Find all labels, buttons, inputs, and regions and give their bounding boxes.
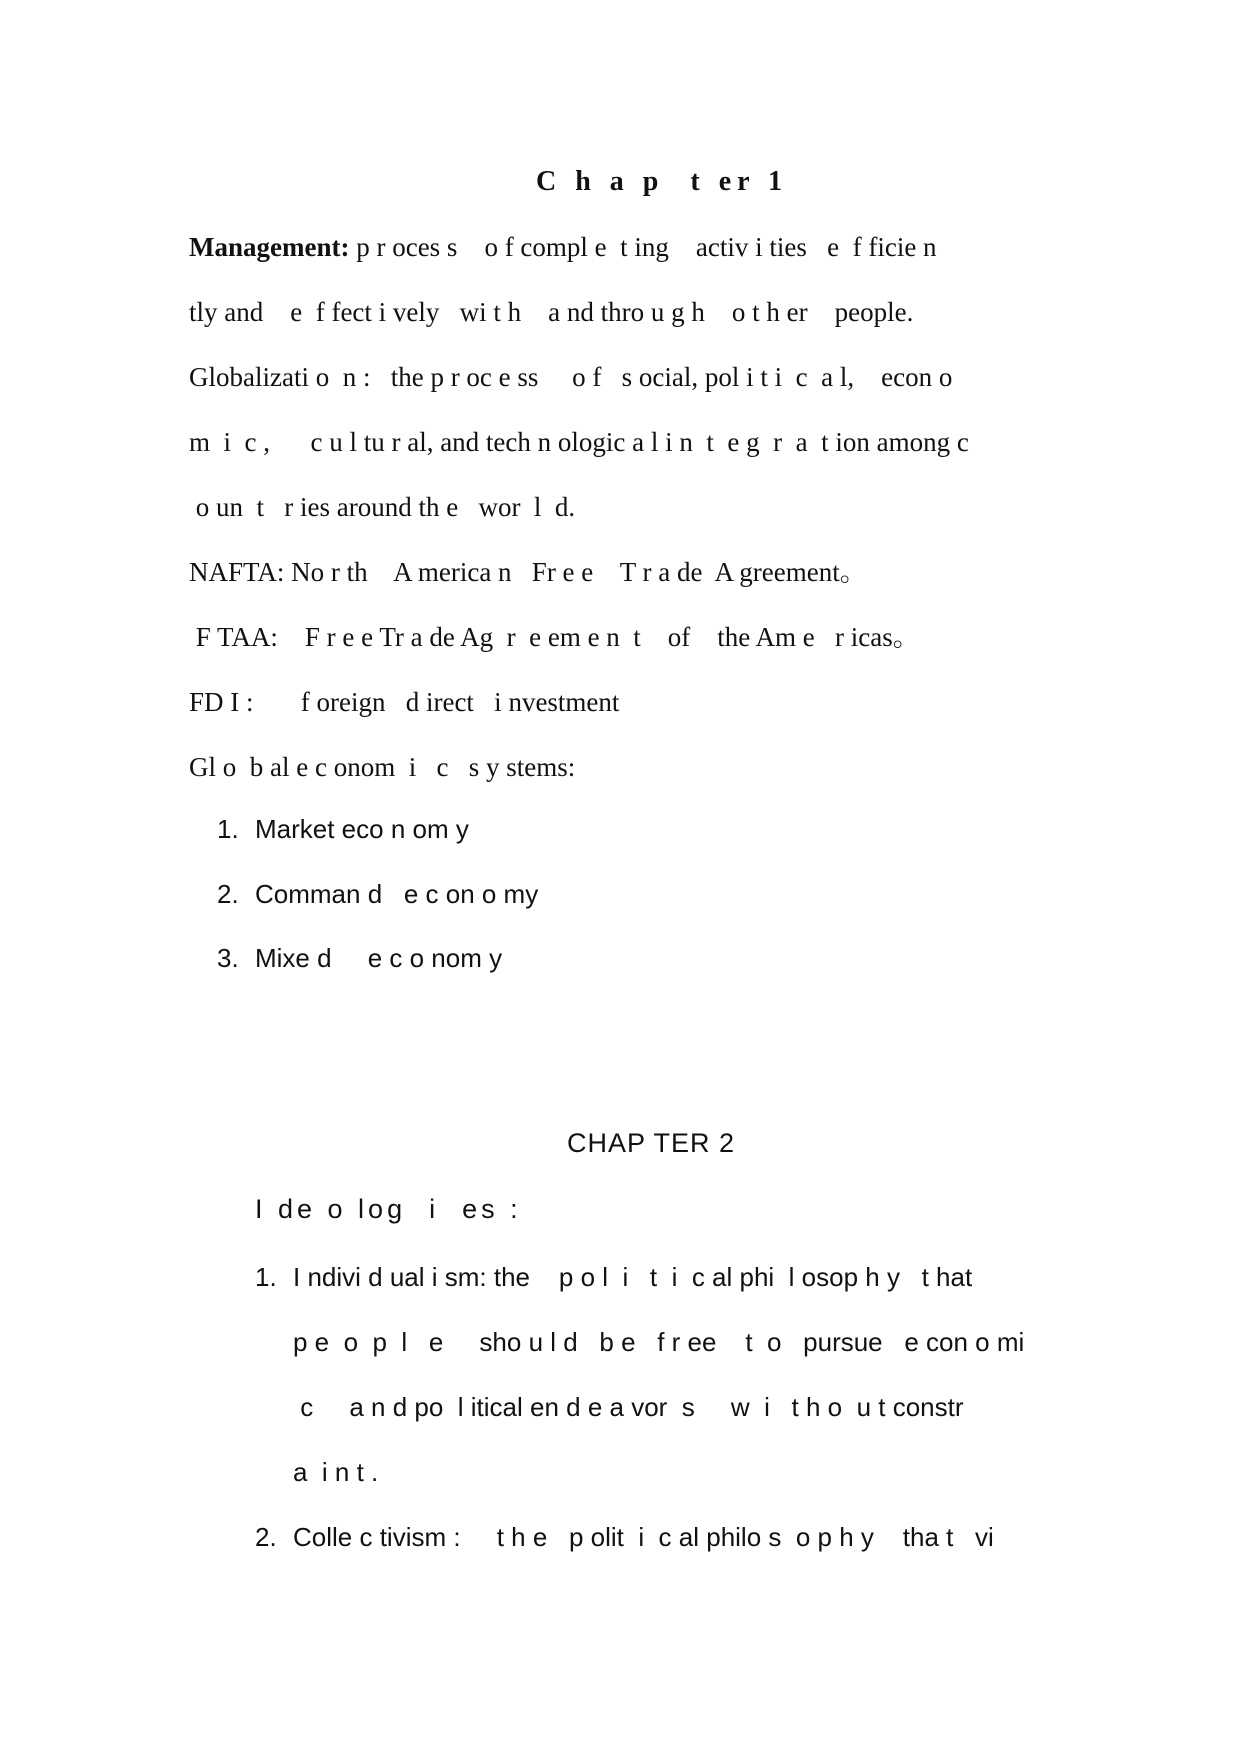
paragraph-line-nafta: NAFTA: No r th A merica n Fr e e T r a de A greement。 [189,557,867,587]
list-item [217,945,502,971]
chapter-2-title: CHAP TER 2 [567,1128,736,1158]
list-number: 1. [217,814,239,844]
list-item [217,816,469,842]
paragraph-line-fdi: FD I : f oreign d irect i nvestment [189,687,620,717]
list-item [255,1264,972,1290]
list-continuation-line: p e o p l e sho u l d b e f r ee t o pursue e con o mi [293,1327,1025,1357]
paragraph-line-management [189,234,937,261]
list-continuation-line: a i n t . [293,1457,379,1487]
term-label: Management: [189,232,350,262]
list-text: Comman d e c on o my [255,879,539,909]
paragraph-line: tly and e f fect i vely wi t h a nd thro u g h o t h er people. [189,297,914,327]
list-continuation-line: c a n d po l itical en d e a vor s w i t h o u t constr [293,1392,964,1422]
paragraph-line: m i c , c u l tu r al, and tech n ologic a l i n t e g r a t ion among c [189,427,969,457]
list-item [255,1524,994,1550]
list-text: Colle c tivism : t h e p olit i c al philo s o p h y tha t vi [293,1522,994,1552]
section-heading-ideologies: I de o log i es : [255,1194,522,1224]
chapter-1-title: C h a p t er 1 [536,166,789,197]
list-text: I ndivi d ual i sm: the p o l i t i c al phi l osop h y t hat [293,1262,973,1292]
definition-text: p r oces s o f compl e t ing activ i ties e f ficie n [349,232,937,262]
list-text: Mixe d e c o nom y [255,943,503,973]
list-number: 2. [217,879,239,909]
list-number: 3. [217,943,239,973]
list-text: Market eco n om y [255,814,469,844]
paragraph-line: o un t r ies around th e wor l d. [189,492,576,522]
paragraph-line-economic-systems: Gl o b al e c onom i c s y stems: [189,752,576,782]
paragraph-line-ftaa: F TAA: F r e e Tr a de Ag r e em e n t of the Am e r icas。 [189,622,920,652]
paragraph-line: Globalizati o n : the p r oc e ss o f s ocial, pol i t i c a l, econ o [189,362,953,392]
list-number: 2. [255,1522,277,1552]
list-item [217,881,538,907]
list-number: 1. [255,1262,277,1292]
